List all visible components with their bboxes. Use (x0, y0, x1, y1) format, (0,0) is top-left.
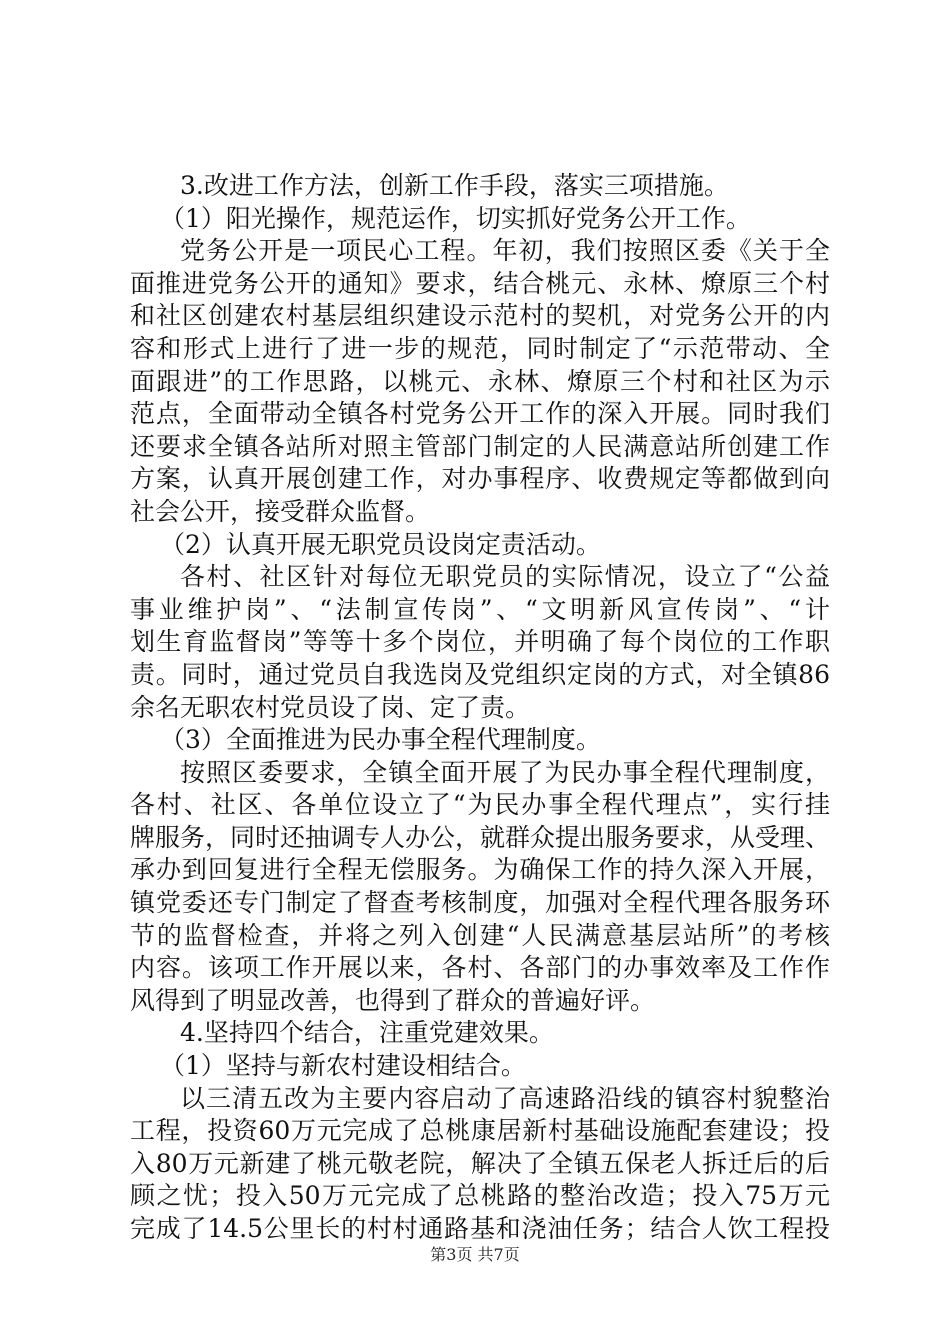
paragraph-line: 责。同时，通过党员自我选岗及党组织定岗的方式，对全镇86 (130, 659, 830, 689)
paragraph-line: 内容。该项工作开展以来，各村、各部门的办事效率及工作作 (130, 953, 830, 983)
paragraph-line: 各村、社区针对每位无职党员的实际情况，设立了“公益 (180, 562, 830, 592)
subsection-heading: （3）全面推进为民办事全程代理制度。 (160, 725, 601, 755)
paragraph-line: 入80万元新建了桃元敬老院，解决了全镇五保老人拆迁后的后 (130, 1148, 830, 1178)
paragraph-line: 面推进党务公开的通知》要求，结合桃元、永林、燎原三个村 (130, 268, 830, 298)
paragraph-line: 划生育监督岗”等等十多个岗位，并明确了每个岗位的工作职 (130, 627, 830, 657)
section-heading: 4.坚持四个结合，注重党建效果。 (180, 1018, 554, 1048)
subsection-heading: （1）坚持与新农村建设相结合。 (160, 1051, 526, 1081)
paragraph-line: 镇党委还专门制定了督查考核制度，加强对全程代理各服务环 (130, 888, 830, 918)
paragraph-line: 容和形式上进行了进一步的规范，同时制定了“示范带动、全 (130, 333, 830, 363)
paragraph-line: 各村、社区、各单位设立了“为民办事全程代理点”，实行挂 (130, 790, 830, 820)
paragraph-line: 牌服务，同时还抽调专人办公，就群众提出服务要求，从受理、 (130, 822, 831, 852)
page-number-footer: 第3页 共7页 (430, 1245, 520, 1264)
paragraph-line: 以三清五改为主要内容启动了高速路沿线的镇容村貌整治 (180, 1083, 830, 1113)
paragraph-line: 承办到回复进行全程无偿服务。为确保工作的持久深入开展， (130, 855, 830, 885)
section-heading: 3.改进工作方法，创新工作手段，落实三项措施。 (180, 171, 729, 200)
paragraph-line: 事业维护岗”、“法制宣传岗”、“文明新风宣传岗”、“计 (130, 594, 830, 624)
paragraph-line: 工程，投资60万元完成了总桃康居新村基础设施配套建设；投 (130, 1116, 830, 1146)
paragraph-line: 社会公开，接受群众监督。 (130, 496, 431, 526)
paragraph-line: 还要求全镇各站所对照主管部门制定的人民满意站所创建工作 (130, 431, 830, 461)
paragraph-line: 完成了14.5公里长的村村通路基和浇油任务；结合人饮工程投 (130, 1214, 830, 1243)
paragraph-line: 余名无职农村党员设了岗、定了责。 (130, 692, 531, 722)
subsection-heading: （1）阳光操作，规范运作，切实抓好党务公开工作。 (160, 203, 751, 233)
paragraph-line: 节的监督检查，并将之列入创建“人民满意基层站所”的考核 (130, 920, 830, 950)
paragraph-line: 党务公开是一项民心工程。年初，我们按照区委《关于全 (180, 236, 830, 266)
paragraph-line: 方案，认真开展创建工作，对办事程序、收费规定等都做到向 (130, 464, 830, 494)
paragraph-line: 范点，全面带动全镇各村党务公开工作的深入开展。同时我们 (130, 399, 830, 429)
paragraph-line: 按照区委要求，全镇全面开展了为民办事全程代理制度， (180, 757, 830, 787)
document-body (130, 170, 830, 1246)
subsection-heading: （2）认真开展无职党员设岗定责活动。 (160, 529, 601, 559)
paragraph-line: 和社区创建农村基层组织建设示范村的契机，对党务公开的内 (130, 301, 830, 331)
paragraph-line: 顾之忧；投入50万元完成了总桃路的整治改造；投入75万元 (130, 1181, 830, 1211)
paragraph-line: 风得到了明显改善，也得到了群众的普遍好评。 (130, 985, 656, 1015)
paragraph-line: 面跟进”的工作思路，以桃元、永林、燎原三个村和社区为示 (130, 366, 830, 396)
